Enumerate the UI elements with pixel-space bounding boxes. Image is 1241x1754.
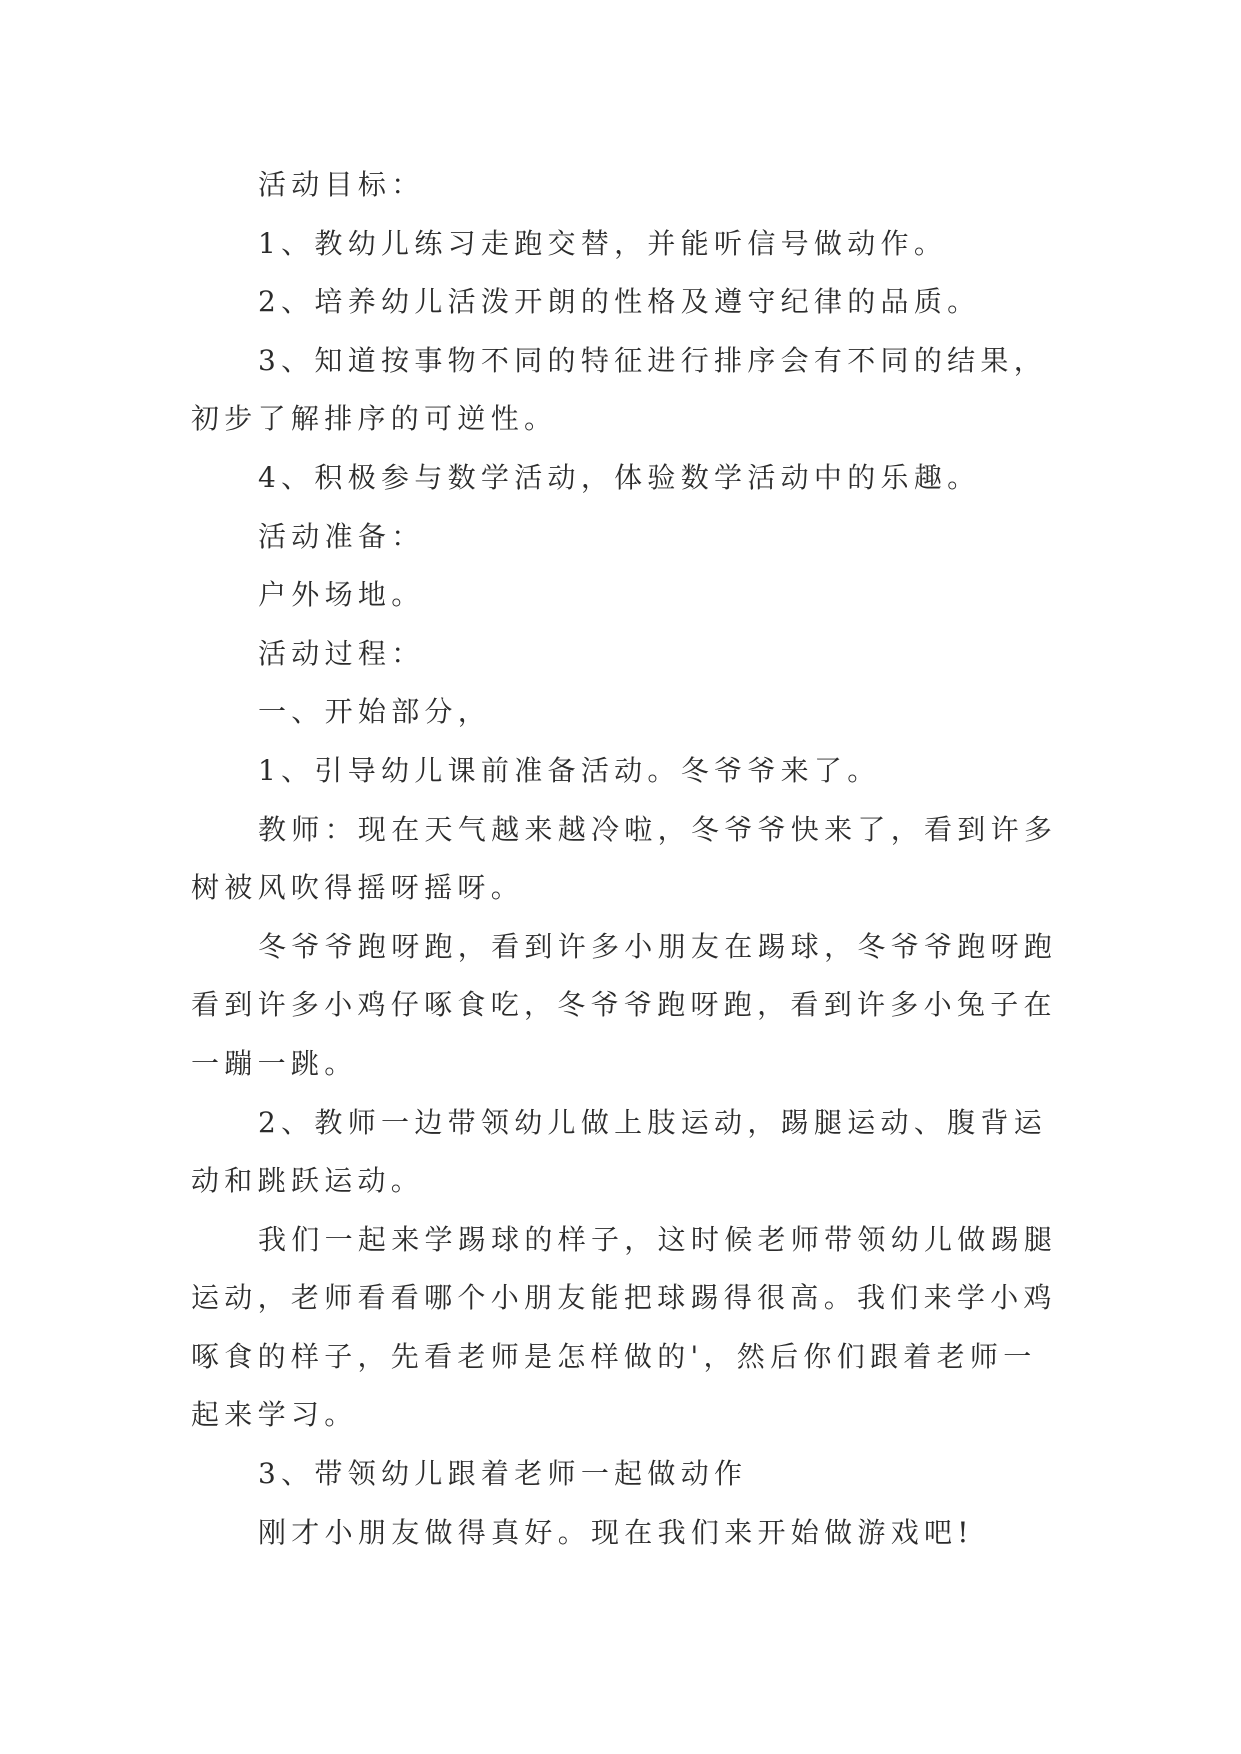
text-line: 动和跳跃运动。 <box>191 1164 425 1198</box>
text-line: 运动，老师看看哪个小朋友能把球踢得很高。我们来学小鸡 <box>191 1281 1057 1315</box>
text-line: 2、教师一边带领幼儿做上肢运动，踢腿运动、腹背运 <box>258 1105 1048 1139</box>
text-line: 3、知道按事物不同的特征进行排序会有不同的结果， <box>258 343 1048 377</box>
process-step-2 <box>191 1094 1071 1211</box>
text-line: 一蹦一跳。 <box>191 1046 358 1080</box>
document-body <box>191 156 1071 1562</box>
text-line: 4、积极参与数学活动，体验数学活动中的乐趣。 <box>258 460 981 494</box>
body-paragraph <box>191 1504 1071 1563</box>
goal-item-3 <box>191 332 1071 449</box>
body-paragraph <box>191 918 1071 1094</box>
subsection-heading-start <box>191 683 1071 742</box>
text-line: 起来学习。 <box>191 1398 358 1432</box>
text-line: 3、带领幼儿跟着老师一起做动作 <box>258 1457 748 1491</box>
text-line: 活动过程： <box>258 636 425 670</box>
process-step-1 <box>191 742 1071 801</box>
text-line: 1、教幼儿练习走跑交替，并能听信号做动作。 <box>258 226 948 260</box>
goal-item-2 <box>191 273 1071 332</box>
process-step-3 <box>191 1445 1071 1504</box>
preparation-text <box>191 566 1071 625</box>
text-line: 活动目标： <box>258 168 425 201</box>
body-paragraph <box>191 801 1071 918</box>
section-heading-process <box>191 625 1071 684</box>
section-heading-goals <box>191 156 1071 215</box>
text-line: 啄食的样子，先看老师是怎样做的'，然后你们跟着老师一 <box>191 1339 1037 1373</box>
text-line: 看到许多小鸡仔啄食吃，冬爷爷跑呀跑，看到许多小兔子在 <box>191 988 1057 1022</box>
text-line: 活动准备： <box>258 519 425 553</box>
text-line: 冬爷爷跑呀跑，看到许多小朋友在踢球，冬爷爷跑呀跑 <box>258 929 1058 963</box>
section-heading-preparation <box>191 508 1071 567</box>
goal-item-1 <box>191 215 1071 274</box>
text-line: 1、引导幼儿课前准备活动。冬爷爷来了。 <box>258 753 881 787</box>
text-line: 刚才小朋友做得真好。现在我们来开始做游戏吧! <box>258 1515 974 1549</box>
text-line: 2、培养幼儿活泼开朗的性格及遵守纪律的品质。 <box>258 285 981 319</box>
goal-item-4 <box>191 449 1071 508</box>
text-line: 户外场地。 <box>258 578 425 612</box>
text-line: 一、开始部分， <box>258 695 492 729</box>
text-line: 教师：现在天气越来越冷啦，冬爷爷快来了，看到许多 <box>258 812 1058 846</box>
text-line: 初步了解排序的可逆性。 <box>191 402 558 436</box>
body-paragraph <box>191 1211 1071 1445</box>
text-line: 树被风吹得摇呀摇呀。 <box>191 871 525 905</box>
text-line: 我们一起来学踢球的样子，这时候老师带领幼儿做踢腿 <box>258 1222 1058 1256</box>
